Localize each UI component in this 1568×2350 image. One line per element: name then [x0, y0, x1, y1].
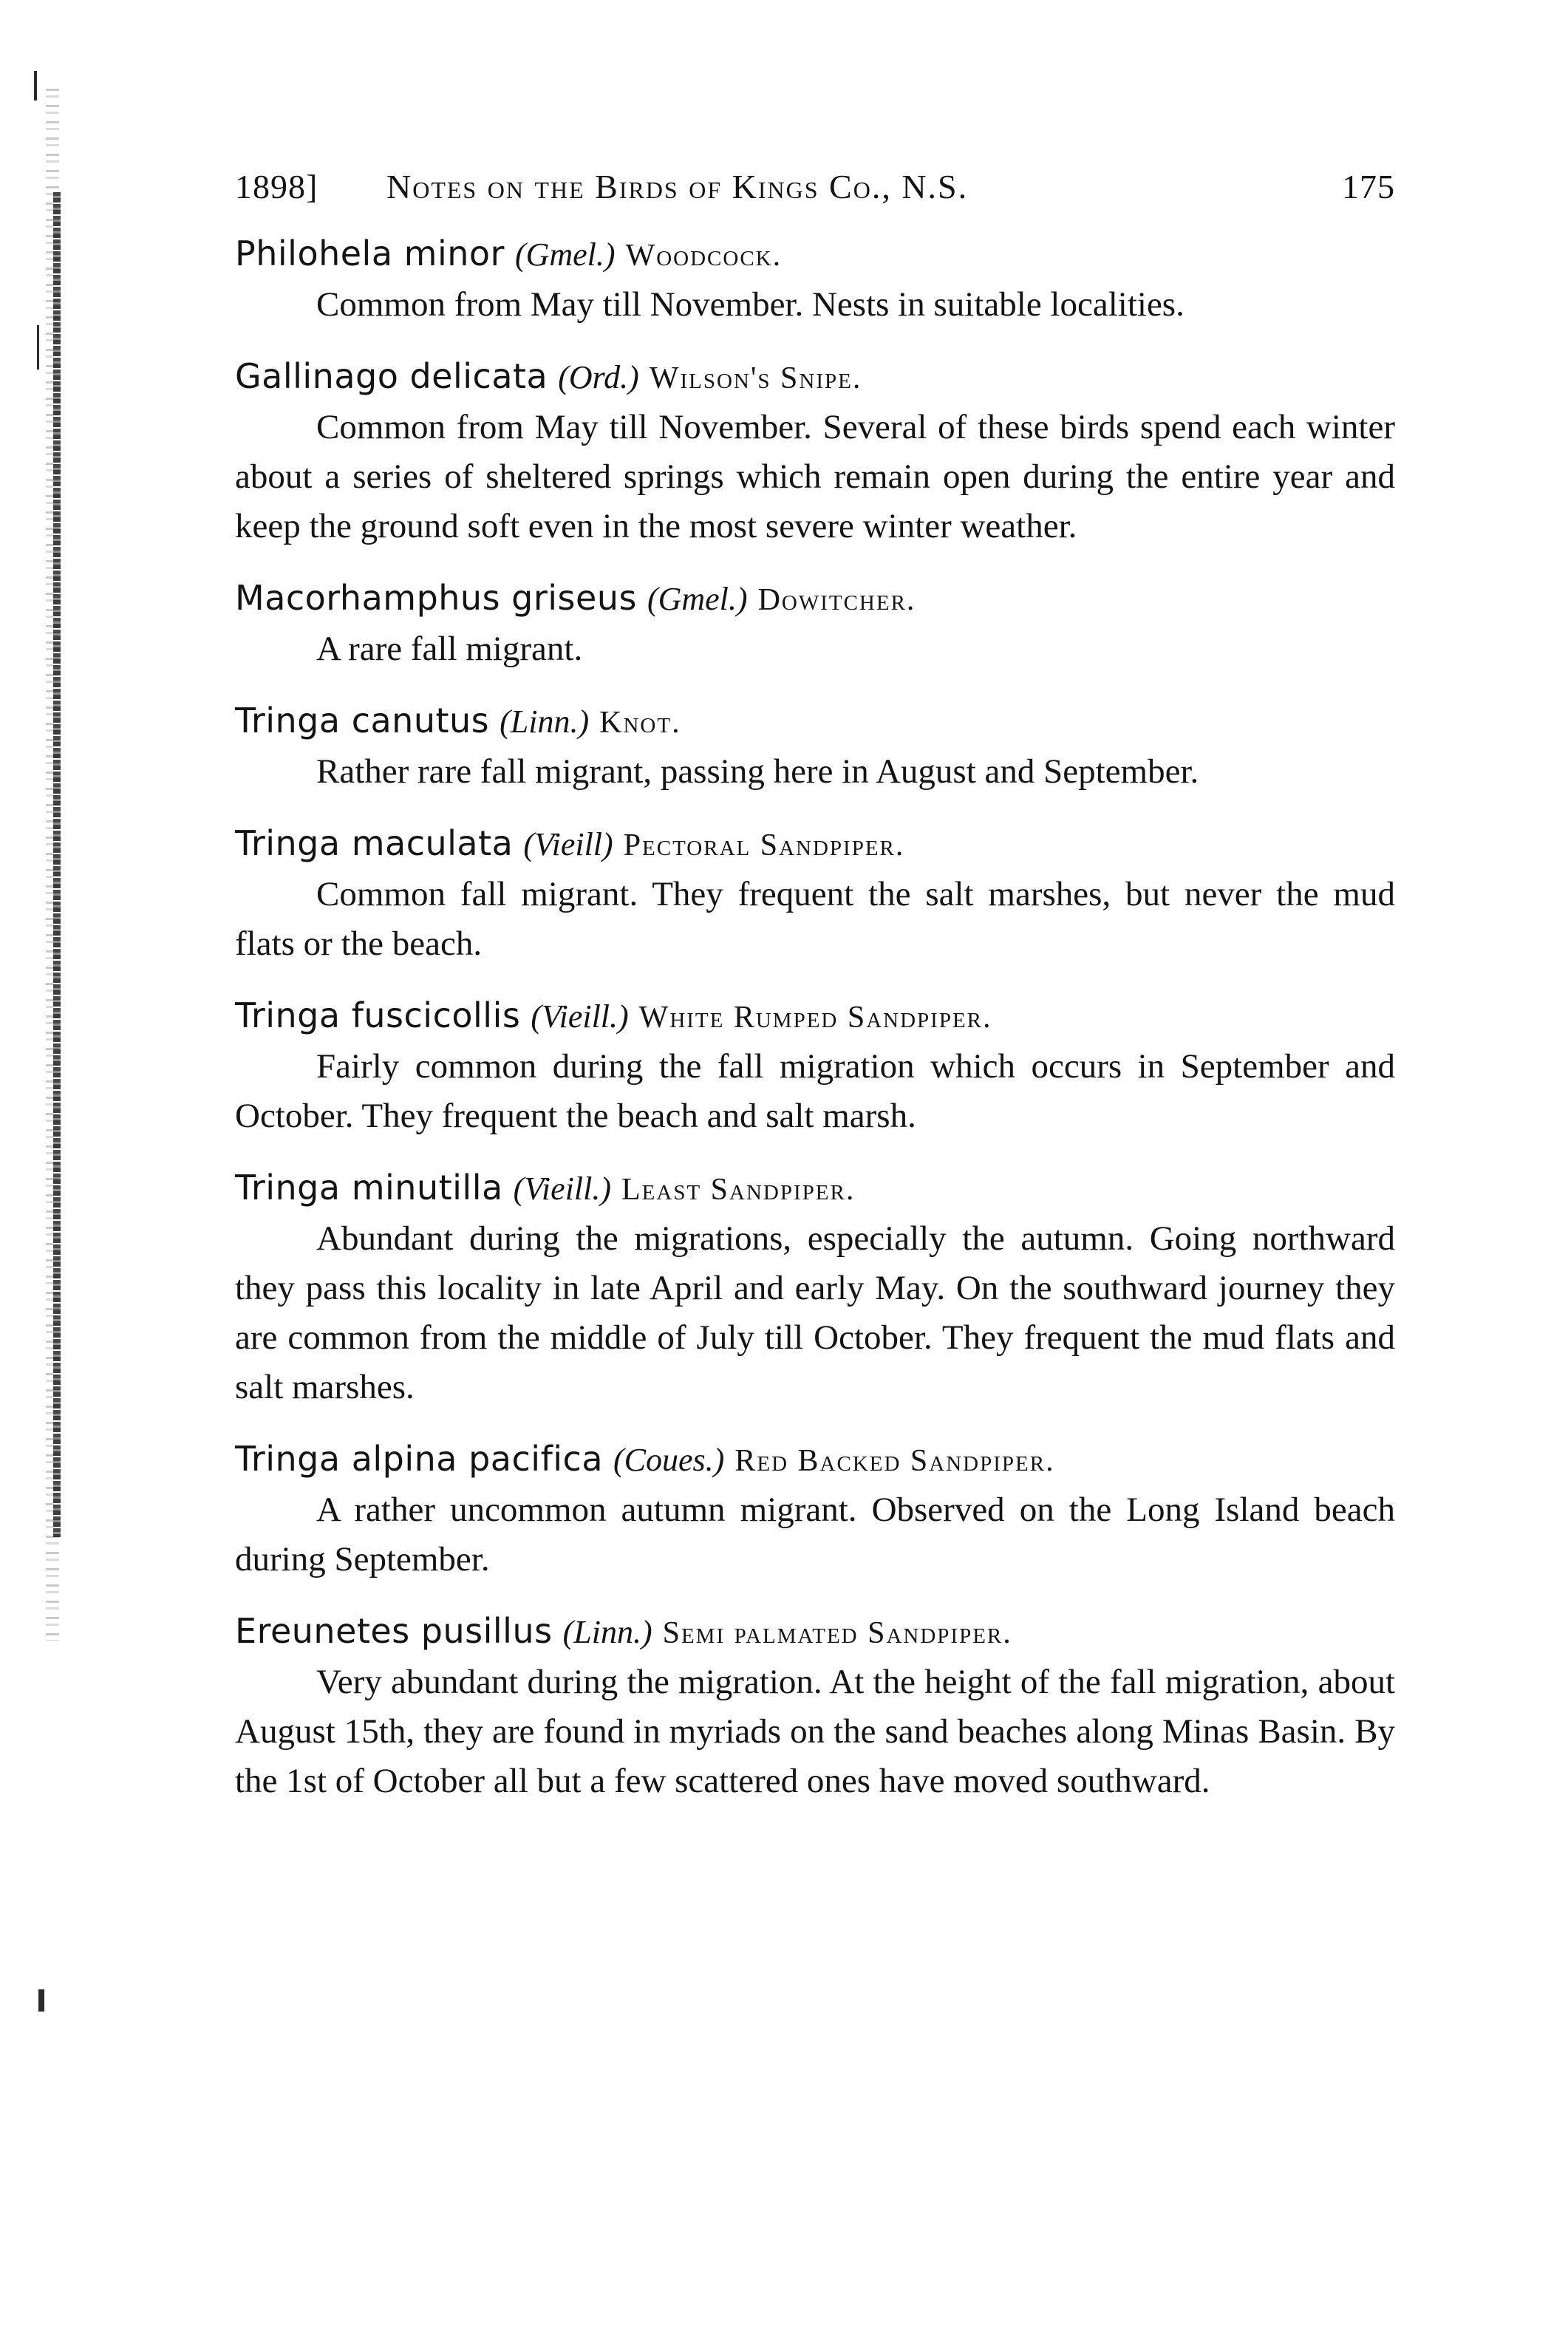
authority: (Vieill) [523, 826, 613, 862]
species-description: Abundant during the migrations, especially the autumn. Going northward they pass this locality in late April and early May. On the southward journey they are common from the middle of July till October. They frequent the mud flats and salt marshes. [235, 1219, 1395, 1406]
species-entry [235, 1607, 1395, 1806]
species-entry [235, 1163, 1395, 1412]
authority: (Linn.) [500, 704, 590, 740]
common-name: Least Sandpiper. [621, 1173, 856, 1207]
species-heading [235, 991, 1395, 1042]
species-entry [235, 352, 1395, 551]
scientific-name: Tringa maculata [235, 823, 514, 863]
scan-mark-top [34, 71, 37, 101]
species-description: Common from May till November. Several of these birds spend each winter about a series of sheltered springs which remain open during the entire year and keep the ground soft even in the most severe winter weather. [235, 408, 1395, 545]
running-head-title: Notes on the Birds of Kings Co., N.S. [386, 168, 969, 205]
species-heading [235, 229, 1395, 280]
scientific-name: Tringa minutilla [235, 1168, 503, 1208]
species-heading [235, 1163, 1395, 1214]
species-entry [235, 696, 1395, 797]
species-heading [235, 1607, 1395, 1658]
scan-mark-bottom [38, 1989, 44, 2012]
scientific-name: Ereunetes pusillus [235, 1611, 553, 1651]
species-description: Common from May till November. Nests in suitable localities. [316, 285, 1184, 324]
common-name: Pectoral Sandpiper. [623, 828, 905, 862]
running-head-year: 1898] [235, 168, 318, 205]
authority: (Vieill.) [513, 1171, 612, 1207]
species-heading [235, 696, 1395, 747]
page-number: 175 [1342, 168, 1395, 205]
species-heading [235, 819, 1395, 870]
species-entry [235, 229, 1395, 330]
species-description: A rather uncommon autumn migrant. Observed on the Long Island beach during September. [235, 1491, 1395, 1578]
species-description: Very abundant during the migration. At the height of the fall migration, about August 15th, they are found in myriads on the sand beaches along Minas Basin. By the 1st of October all but a few scattered ones have moved southward. [235, 1663, 1395, 1800]
species-description: Fairly common during the fall migration which occurs in September and October. They frequent the beach and salt marsh. [235, 1047, 1395, 1135]
species-heading [235, 352, 1395, 403]
scan-binding-shadow [53, 192, 61, 1537]
species-heading [235, 573, 1395, 624]
common-name: Wilson's Snipe. [649, 361, 862, 395]
authority: (Vieill.) [531, 998, 629, 1035]
scientific-name: Philohela minor [235, 234, 505, 273]
book-page [235, 167, 1395, 1828]
common-name: Woodcock. [625, 239, 783, 273]
scan-mark-mid [37, 325, 39, 369]
authority: (Linn.) [562, 1614, 652, 1650]
authority: (Gmel.) [647, 581, 748, 617]
authority: (Gmel.) [514, 236, 616, 273]
species-heading [235, 1434, 1395, 1485]
authority: (Ord.) [558, 359, 639, 395]
authority: (Coues.) [613, 1442, 725, 1478]
species-entry [235, 573, 1395, 674]
species-entry [235, 1434, 1395, 1584]
species-entry [235, 991, 1395, 1141]
scientific-name: Gallinago delicata [235, 356, 548, 396]
species-description: A rare fall migrant. [316, 630, 583, 668]
species-description: Common fall migrant. They frequent the salt marshes, but never the mud flats or the beach. [235, 875, 1395, 963]
scientific-name: Tringa canutus [235, 701, 490, 740]
scientific-name: Tringa alpina pacifica [235, 1439, 604, 1479]
scientific-name: Macorhamphus griseus [235, 578, 637, 618]
scientific-name: Tringa fuscicollis [235, 995, 521, 1035]
common-name: Red Backed Sandpiper. [734, 1444, 1055, 1478]
common-name: Semi palmated Sandpiper. [662, 1616, 1012, 1650]
common-name: Knot. [599, 706, 681, 740]
common-name: White Rumped Sandpiper. [638, 1001, 992, 1035]
running-head [235, 167, 1395, 229]
species-description: Rather rare fall migrant, passing here in August and September. [316, 752, 1199, 791]
common-name: Dowitcher. [757, 583, 916, 617]
species-entry [235, 819, 1395, 969]
